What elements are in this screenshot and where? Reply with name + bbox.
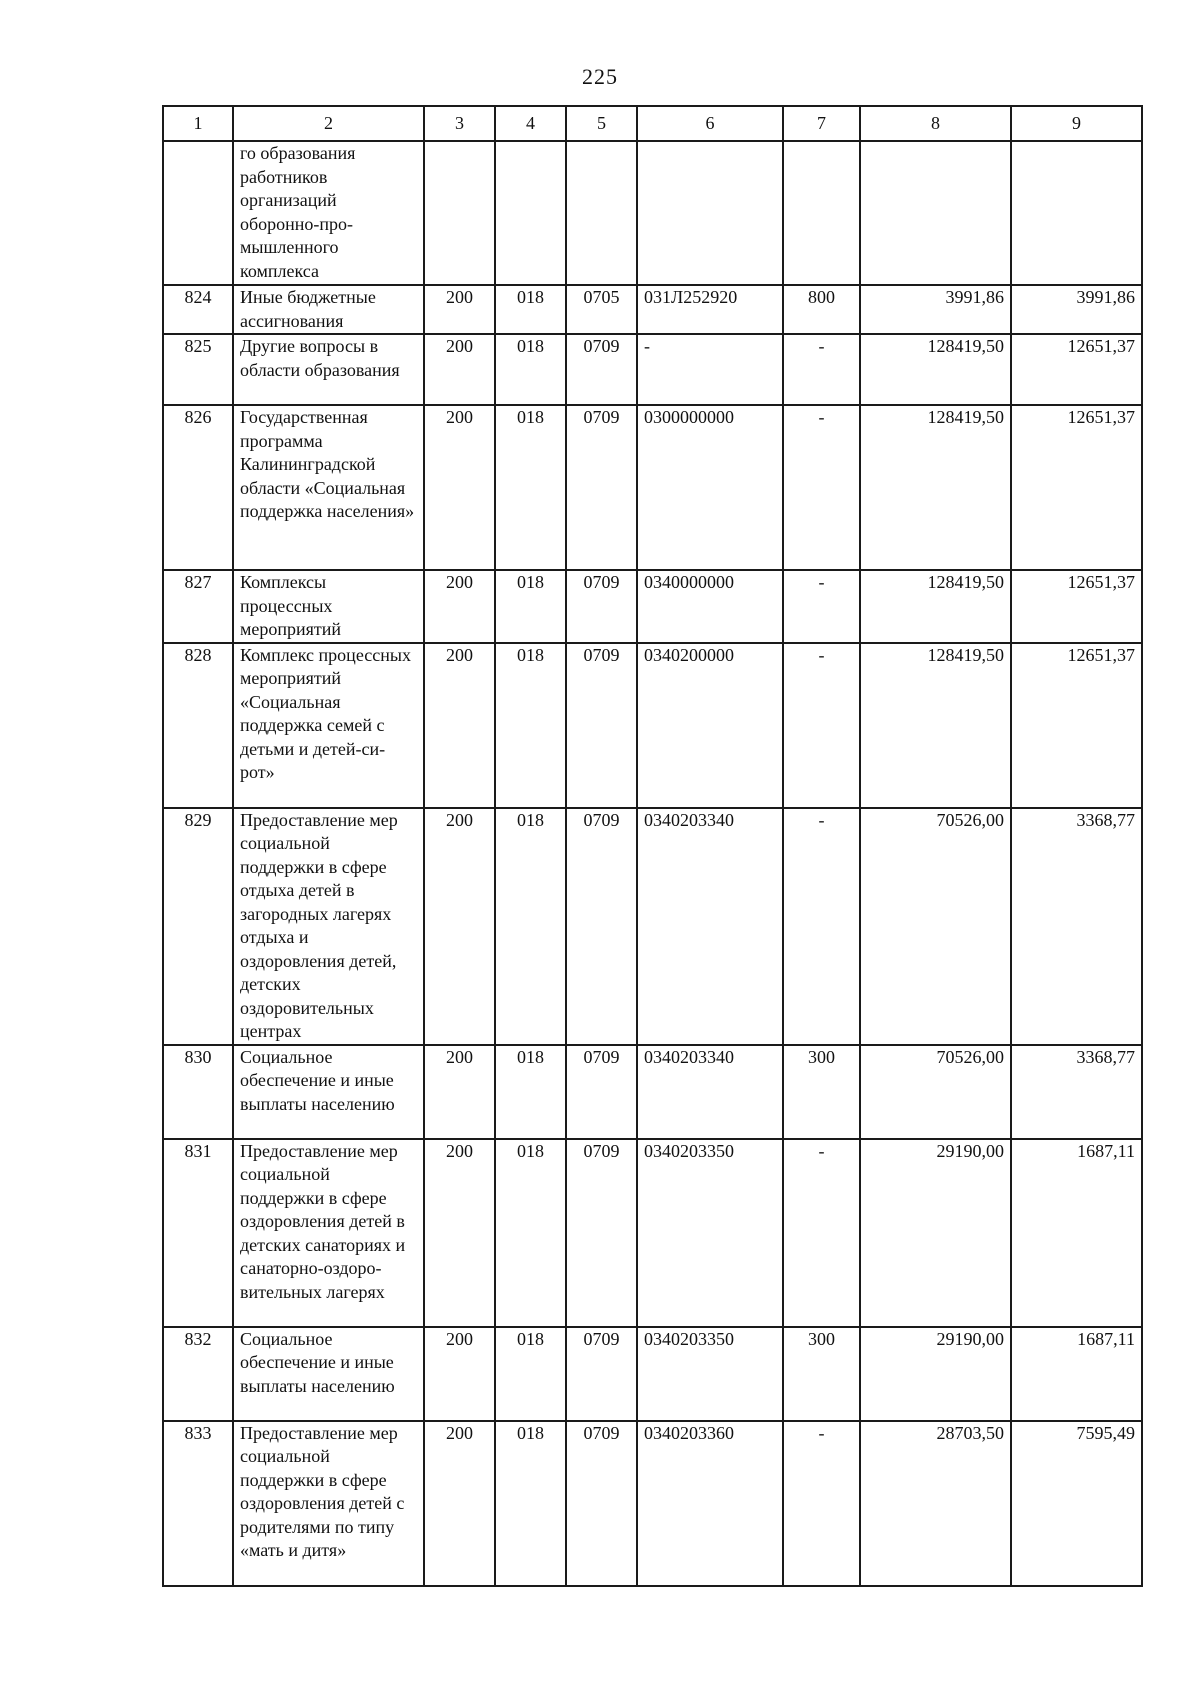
ministry-code: 200 bbox=[424, 808, 495, 1045]
amount-total: 128419,50 bbox=[860, 570, 1011, 643]
section-code: 0709 bbox=[566, 1421, 637, 1586]
row-number: 832 bbox=[163, 1327, 233, 1421]
section-code: 0709 bbox=[566, 334, 637, 405]
amount-executed: 12651,37 bbox=[1011, 405, 1142, 570]
column-header: 3 bbox=[424, 106, 495, 141]
section-code: 0709 bbox=[566, 570, 637, 643]
department-code: 018 bbox=[495, 570, 566, 643]
item-name: го образования работников организаций оборонно-про- мышленного комплекса bbox=[233, 141, 424, 285]
department-code: 018 bbox=[495, 1327, 566, 1421]
target-article-code: 0340203340 bbox=[637, 1045, 783, 1139]
amount-executed: 3368,77 bbox=[1011, 808, 1142, 1045]
ministry-code: 200 bbox=[424, 1139, 495, 1327]
expense-type-code: 300 bbox=[783, 1327, 860, 1421]
target-article-code: 0340203350 bbox=[637, 1327, 783, 1421]
row-number: 830 bbox=[163, 1045, 233, 1139]
page-number: 225 bbox=[582, 64, 618, 89]
ministry-code bbox=[424, 141, 495, 285]
column-header: 9 bbox=[1011, 106, 1142, 141]
column-header: 8 bbox=[860, 106, 1011, 141]
amount-executed bbox=[1011, 141, 1142, 285]
amount-total: 29190,00 bbox=[860, 1139, 1011, 1327]
table-row bbox=[163, 570, 1142, 643]
target-article-code: - bbox=[637, 334, 783, 405]
amount-executed: 1687,11 bbox=[1011, 1327, 1142, 1421]
ministry-code: 200 bbox=[424, 1421, 495, 1586]
amount-total: 70526,00 bbox=[860, 1045, 1011, 1139]
target-article-code: 0300000000 bbox=[637, 405, 783, 570]
amount-executed: 7595,49 bbox=[1011, 1421, 1142, 1586]
row-number: 826 bbox=[163, 405, 233, 570]
expense-type-code: - bbox=[783, 334, 860, 405]
row-number: 833 bbox=[163, 1421, 233, 1586]
ministry-code: 200 bbox=[424, 1327, 495, 1421]
department-code: 018 bbox=[495, 334, 566, 405]
amount-total: 128419,50 bbox=[860, 643, 1011, 808]
expense-type-code: - bbox=[783, 570, 860, 643]
target-article-code: 0340000000 bbox=[637, 570, 783, 643]
table-row bbox=[163, 285, 1142, 334]
table-row bbox=[163, 334, 1142, 405]
ministry-code: 200 bbox=[424, 405, 495, 570]
target-article-code: 031Л252920 bbox=[637, 285, 783, 334]
amount-total: 128419,50 bbox=[860, 334, 1011, 405]
item-name: Предоставление мер социальной поддержки в сфере оздоровления детей в детских санаториях и санаторно-оздоро- вительных лагерях bbox=[233, 1139, 424, 1327]
expense-type-code: - bbox=[783, 1139, 860, 1327]
department-code: 018 bbox=[495, 1421, 566, 1586]
department-code: 018 bbox=[495, 1139, 566, 1327]
row-number bbox=[163, 141, 233, 285]
column-header: 5 bbox=[566, 106, 637, 141]
amount-executed: 12651,37 bbox=[1011, 334, 1142, 405]
column-header: 4 bbox=[495, 106, 566, 141]
row-number: 831 bbox=[163, 1139, 233, 1327]
item-name: Комплекс процессных мероприятий «Социальная поддержка семей с детьми и детей-си- рот» bbox=[233, 643, 424, 808]
row-number: 824 bbox=[163, 285, 233, 334]
item-name: Другие вопросы в области образования bbox=[233, 334, 424, 405]
department-code: 018 bbox=[495, 405, 566, 570]
section-code: 0709 bbox=[566, 1327, 637, 1421]
section-code: 0709 bbox=[566, 1139, 637, 1327]
target-article-code: 0340200000 bbox=[637, 643, 783, 808]
department-code: 018 bbox=[495, 1045, 566, 1139]
column-header: 6 bbox=[637, 106, 783, 141]
expense-type-code: - bbox=[783, 643, 860, 808]
amount-executed: 12651,37 bbox=[1011, 570, 1142, 643]
column-header: 7 bbox=[783, 106, 860, 141]
amount-total: 28703,50 bbox=[860, 1421, 1011, 1586]
expense-type-code: - bbox=[783, 1421, 860, 1586]
ministry-code: 200 bbox=[424, 570, 495, 643]
expense-type-code: 300 bbox=[783, 1045, 860, 1139]
expense-type-code: - bbox=[783, 405, 860, 570]
amount-executed: 1687,11 bbox=[1011, 1139, 1142, 1327]
column-header: 1 bbox=[163, 106, 233, 141]
section-code: 0705 bbox=[566, 285, 637, 334]
item-name: Предоставление мер социальной поддержки в сфере оздоровления детей с родителями по типу «мать и дитя» bbox=[233, 1421, 424, 1586]
table-row bbox=[163, 1421, 1142, 1586]
table-row bbox=[163, 808, 1142, 1045]
table-row bbox=[163, 1045, 1142, 1139]
expense-type-code: 800 bbox=[783, 285, 860, 334]
amount-total: 29190,00 bbox=[860, 1327, 1011, 1421]
row-number: 828 bbox=[163, 643, 233, 808]
target-article-code bbox=[637, 141, 783, 285]
amount-total bbox=[860, 141, 1011, 285]
ministry-code: 200 bbox=[424, 1045, 495, 1139]
amount-total: 128419,50 bbox=[860, 405, 1011, 570]
item-name: Иные бюджетные ассигнования bbox=[233, 285, 424, 334]
amount-total: 70526,00 bbox=[860, 808, 1011, 1045]
amount-executed: 3991,86 bbox=[1011, 285, 1142, 334]
section-code: 0709 bbox=[566, 405, 637, 570]
item-name: Социальное обеспечение и иные выплаты населению bbox=[233, 1327, 424, 1421]
item-name: Государственная программа Калининградской области «Социальная поддержка населения» bbox=[233, 405, 424, 570]
ministry-code: 200 bbox=[424, 643, 495, 808]
amount-executed: 3368,77 bbox=[1011, 1045, 1142, 1139]
table-row bbox=[163, 643, 1142, 808]
target-article-code: 0340203340 bbox=[637, 808, 783, 1045]
row-number: 827 bbox=[163, 570, 233, 643]
table-row bbox=[163, 1327, 1142, 1421]
header-row bbox=[163, 106, 1142, 141]
row-number: 829 bbox=[163, 808, 233, 1045]
table-row bbox=[163, 405, 1142, 570]
department-code: 018 bbox=[495, 643, 566, 808]
section-code bbox=[566, 141, 637, 285]
column-header: 2 bbox=[233, 106, 424, 141]
item-name: Предоставление мер социальной поддержки в сфере отдыха детей в загородных лагерях отдыха и оздоровления детей, детских оздоровительных центрах bbox=[233, 808, 424, 1045]
section-code: 0709 bbox=[566, 1045, 637, 1139]
department-code: 018 bbox=[495, 808, 566, 1045]
table-row bbox=[163, 1139, 1142, 1327]
section-code: 0709 bbox=[566, 808, 637, 1045]
ministry-code: 200 bbox=[424, 334, 495, 405]
department-code bbox=[495, 141, 566, 285]
table-row bbox=[163, 141, 1142, 285]
row-number: 825 bbox=[163, 334, 233, 405]
expense-type-code: - bbox=[783, 808, 860, 1045]
amount-total: 3991,86 bbox=[860, 285, 1011, 334]
amount-executed: 12651,37 bbox=[1011, 643, 1142, 808]
section-code: 0709 bbox=[566, 643, 637, 808]
department-code: 018 bbox=[495, 285, 566, 334]
ministry-code: 200 bbox=[424, 285, 495, 334]
target-article-code: 0340203350 bbox=[637, 1139, 783, 1327]
item-name: Комплексы процессных мероприятий bbox=[233, 570, 424, 643]
target-article-code: 0340203360 bbox=[637, 1421, 783, 1586]
expense-type-code bbox=[783, 141, 860, 285]
budget-table bbox=[162, 105, 1143, 1587]
item-name: Социальное обеспечение и иные выплаты населению bbox=[233, 1045, 424, 1139]
